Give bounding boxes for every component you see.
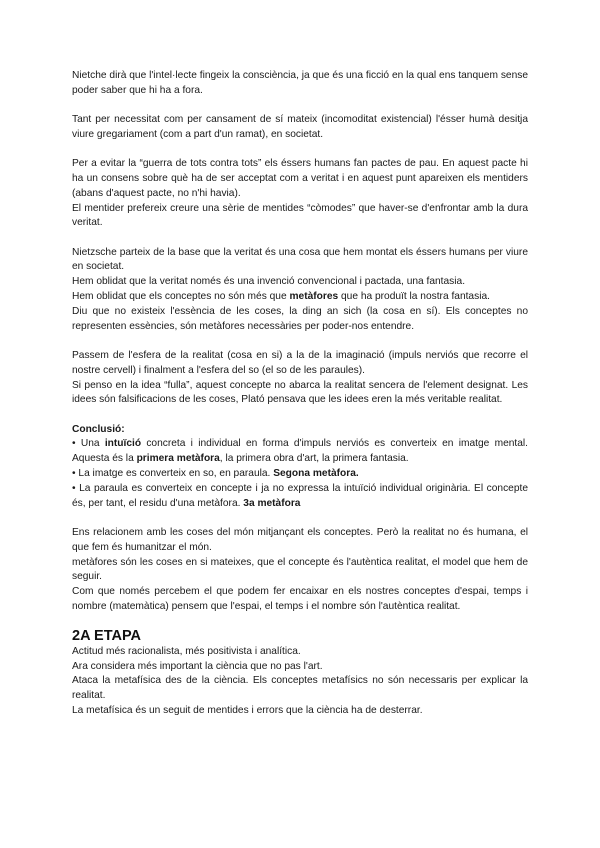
text-segment: Hem oblidat que els conceptes no són més que	[72, 291, 290, 303]
text-segment: • Una	[72, 438, 105, 450]
bold-third-metaphor: 3a metàfora	[243, 497, 301, 509]
paragraph-liar: El mentider prefereix creure una sèrie de mentides “còmodes” que haver-se d'enfrontar amb la dura veritat.	[72, 202, 528, 229]
bold-metaphors: metàfores	[289, 291, 339, 303]
paragraph-attack-metaphysics: Ataca la metafísica des de la ciència. Els conceptes metafísics no són necessaris per explicar la realitat.	[72, 675, 528, 702]
paragraph-leaf-idea: Si penso en la idea “fulla”, aquest concepte no abarca la realitat sencera de l'element designat. Les idees són falsificacions de les coses, Plató pensava que les idees eren la més veritable realitat.	[72, 379, 528, 406]
bold-second-metaphor: Segona metàfora.	[273, 468, 359, 480]
paragraph-truth-base: Nietzsche parteix de la base que la veritat és una cosa que hem montat els éssers humans per viure en societat.	[72, 246, 528, 273]
conclusion-title	[72, 423, 528, 438]
bold-intuition: intuïció	[104, 438, 142, 450]
conclusion-bullet-2	[72, 467, 528, 482]
text-segment: • La imatge es converteix en so, en paraula.	[72, 468, 274, 480]
paragraph-humanize-world: Ens relacionem amb les coses del món mitjançant els conceptes. Però la realitat no és humana, el que fem és humanitzar el món.	[72, 526, 528, 553]
text-segment: que ha produït la nostra fantasia.	[338, 291, 490, 303]
paragraph-peace-pact: Per a evitar la “guerra de tots contra tots” els éssers humans fan pactes de pau. En aquest pacte hi ha un consens sobre què ha de ser acceptat com a veritat i en aquest punt apareixen els mentiders (abans d'aquest pacte, no n'hi havia).	[72, 158, 528, 199]
conclusion-bullet-1	[72, 437, 528, 467]
paragraph-things-in-themselves: metàfores són les coses en si mateixes, que el concepte és l'autèntica realitat, el model que hem de seguir.	[72, 556, 528, 583]
paragraph-concepts-metaphors	[72, 290, 528, 305]
paragraph-truth-invention: Hem oblidat que la veritat només és una invenció convencional i pactada, una fantasia.	[72, 276, 466, 288]
paragraph-science-over-art: Ara considera més important la ciència que no pas l'art.	[72, 660, 323, 672]
text-segment: • La paraula es converteix en concepte i ja no expressa la intuïció individual originària. El concepte és, per tant, el residu d'una metàfora.	[72, 482, 528, 509]
text-segment: concreta i individual en forma d'impuls nerviós es converteix en imatge mental. Aquesta és la	[72, 438, 528, 465]
paragraph-metaphysics-lies: La metafísica és un seguit de mentides i errors que la ciència ha de desterrar.	[72, 704, 423, 716]
bold-first-metaphor: primera metàfora	[136, 453, 220, 465]
section-heading-2a-etapa: 2A ETAPA	[72, 627, 142, 644]
paragraph-gregarious: Tant per necessitat com per cansament de sí mateix (incomoditat existencial) l'ésser humà desitja viure gregariament (com a part d'un ramat), en societat.	[72, 114, 528, 140]
paragraph-spheres: Passem de l'esfera de la realitat (cosa en si) a la de la imaginació (impuls nerviós que recorre el nostre cervell) i finalment a l'esfera del so (el so de les paraules).	[72, 349, 528, 376]
paragraph-essence: Diu que no existeix l'essència de les coses, la ding an sich (la cosa en sí). Els conceptes no representen essències, són metàfores necessàries per poder-nos entendre.	[72, 305, 528, 332]
paragraph-rationalist: Actitud més racionalista, més positivista i analítica.	[72, 645, 301, 657]
paragraph-space-time-number: Com que només percebem el que podem fer encaixar en els nostres conceptes d'espai, temps i nombre (matemàtica) pensem que l'espai, el temps i el nombre són l'autèntica realitat.	[72, 586, 528, 612]
conclusion-title-text: Conclusió:	[72, 423, 125, 435]
document-body	[72, 69, 528, 719]
paragraph-intellect: Nietche dirà que l'intel·lecte fingeix la consciència, ja que és una ficció en la qual ens tanquem sense poder saber que hi ha a fora.	[72, 70, 528, 96]
conclusion-bullet-3	[72, 482, 528, 512]
text-segment: , la primera obra d'art, la primera fantasia.	[219, 453, 409, 465]
